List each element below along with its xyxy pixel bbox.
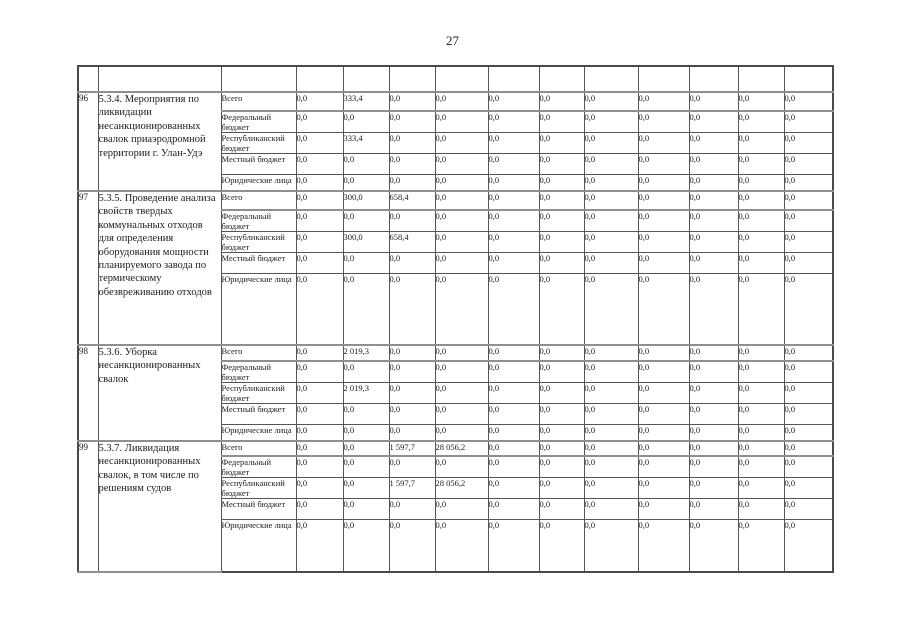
budget-type-cell: Республиканский бюджет — [221, 383, 296, 404]
row-number-cell: 99 — [78, 441, 98, 572]
value-cell: 0,0 — [689, 191, 738, 210]
value-cell: 0,0 — [539, 191, 584, 210]
budget-type-cell: Республиканский бюджет — [221, 478, 296, 499]
row-name-cell: 5.3.5. Проведение анализа свойств твердых коммунальных отходов для определения оборудования мощности планируемого завода по термическому обезвреживанию отходов — [98, 191, 221, 345]
value-cell: 0,0 — [784, 383, 833, 404]
value-cell: 0,0 — [584, 253, 638, 274]
value-cell: 0,0 — [584, 441, 638, 456]
value-cell: 0,0 — [784, 425, 833, 442]
value-cell: 0,0 — [584, 499, 638, 520]
value-cell: 0,0 — [784, 175, 833, 192]
value-cell: 0,0 — [435, 111, 488, 133]
value-cell: 0,0 — [296, 274, 343, 346]
value-cell: 0,0 — [689, 383, 738, 404]
value-cell: 0,0 — [738, 499, 784, 520]
value-cell: 1 597,7 — [389, 441, 435, 456]
value-cell: 0,0 — [689, 175, 738, 192]
value-cell: 0,0 — [584, 425, 638, 442]
value-cell: 0,0 — [296, 441, 343, 456]
value-cell: 0,0 — [435, 133, 488, 154]
value-cell: 0,0 — [343, 175, 389, 192]
value-cell: 0,0 — [689, 92, 738, 111]
value-cell: 0,0 — [488, 478, 539, 499]
value-cell: 0,0 — [638, 425, 689, 442]
value-cell: 0,0 — [784, 154, 833, 175]
budget-type-cell: Всего — [221, 92, 296, 111]
header-cell — [435, 66, 488, 92]
budget-type-cell: Республиканский бюджет — [221, 133, 296, 154]
value-cell: 0,0 — [638, 232, 689, 253]
value-cell: 0,0 — [638, 383, 689, 404]
value-cell: 0,0 — [584, 133, 638, 154]
value-cell: 0,0 — [689, 361, 738, 383]
row-name-cell: 5.3.4. Мероприятия по ликвидации несанкционированных свалок приаэродромной территории г. Улан-Удэ — [98, 92, 221, 191]
value-cell: 0,0 — [488, 232, 539, 253]
value-cell: 0,0 — [343, 210, 389, 232]
value-cell: 2 019,3 — [343, 345, 389, 361]
budget-type-cell: Федеральный бюджет — [221, 111, 296, 133]
value-cell: 0,0 — [738, 361, 784, 383]
budget-type-cell: Федеральный бюджет — [221, 210, 296, 232]
value-cell: 0,0 — [389, 133, 435, 154]
value-cell: 0,0 — [784, 520, 833, 573]
value-cell: 0,0 — [488, 210, 539, 232]
value-cell: 0,0 — [539, 383, 584, 404]
value-cell: 0,0 — [584, 92, 638, 111]
value-cell: 0,0 — [584, 361, 638, 383]
value-cell: 0,0 — [689, 425, 738, 442]
value-cell: 0,0 — [584, 175, 638, 192]
value-cell: 0,0 — [435, 175, 488, 192]
table-header-row — [78, 66, 833, 92]
value-cell: 0,0 — [784, 274, 833, 346]
table-row — [78, 92, 833, 111]
value-cell: 0,0 — [435, 499, 488, 520]
value-cell: 0,0 — [784, 499, 833, 520]
value-cell: 0,0 — [435, 253, 488, 274]
value-cell: 0,0 — [784, 478, 833, 499]
value-cell: 0,0 — [488, 345, 539, 361]
value-cell: 0,0 — [296, 92, 343, 111]
value-cell: 300,0 — [343, 191, 389, 210]
value-cell: 0,0 — [638, 191, 689, 210]
budget-type-cell: Юридические лица — [221, 425, 296, 442]
value-cell: 0,0 — [539, 253, 584, 274]
value-cell: 0,0 — [738, 383, 784, 404]
value-cell: 0,0 — [389, 456, 435, 478]
value-cell: 0,0 — [389, 111, 435, 133]
budget-type-cell: Местный бюджет — [221, 499, 296, 520]
value-cell: 0,0 — [435, 404, 488, 425]
value-cell: 0,0 — [689, 133, 738, 154]
value-cell: 0,0 — [689, 154, 738, 175]
value-cell: 0,0 — [296, 210, 343, 232]
value-cell: 0,0 — [435, 154, 488, 175]
value-cell: 0,0 — [784, 232, 833, 253]
value-cell: 0,0 — [539, 361, 584, 383]
value-cell: 0,0 — [584, 520, 638, 573]
value-cell: 0,0 — [539, 154, 584, 175]
value-cell: 2 019,3 — [343, 383, 389, 404]
value-cell: 0,0 — [784, 191, 833, 210]
value-cell: 0,0 — [784, 210, 833, 232]
value-cell: 0,0 — [584, 383, 638, 404]
budget-type-cell: Всего — [221, 345, 296, 361]
value-cell: 0,0 — [389, 520, 435, 573]
budget-type-cell: Юридические лица — [221, 274, 296, 346]
value-cell: 0,0 — [343, 456, 389, 478]
header-cell — [689, 66, 738, 92]
value-cell: 0,0 — [343, 478, 389, 499]
page-number: 27 — [446, 33, 459, 48]
value-cell: 0,0 — [389, 175, 435, 192]
value-cell: 0,0 — [738, 441, 784, 456]
value-cell: 0,0 — [584, 154, 638, 175]
value-cell: 0,0 — [584, 456, 638, 478]
row-name-cell: 5.3.7. Ликвидация несанкционированных свалок, в том числе по решениям судов — [98, 441, 221, 572]
value-cell: 0,0 — [689, 253, 738, 274]
value-cell: 0,0 — [343, 520, 389, 573]
value-cell: 0,0 — [689, 478, 738, 499]
value-cell: 0,0 — [296, 253, 343, 274]
value-cell: 0,0 — [738, 520, 784, 573]
value-cell: 0,0 — [738, 210, 784, 232]
value-cell: 0,0 — [638, 441, 689, 456]
value-cell: 0,0 — [296, 478, 343, 499]
value-cell: 0,0 — [539, 274, 584, 346]
header-cell — [343, 66, 389, 92]
value-cell: 0,0 — [689, 345, 738, 361]
value-cell: 0,0 — [689, 441, 738, 456]
header-cell — [784, 66, 833, 92]
budget-type-cell: Всего — [221, 191, 296, 210]
value-cell: 28 056,2 — [435, 478, 488, 499]
value-cell: 0,0 — [435, 456, 488, 478]
value-cell: 0,0 — [638, 345, 689, 361]
value-cell: 0,0 — [689, 274, 738, 346]
value-cell: 0,0 — [296, 499, 343, 520]
budget-type-cell: Местный бюджет — [221, 253, 296, 274]
value-cell: 0,0 — [343, 425, 389, 442]
value-cell: 658,4 — [389, 232, 435, 253]
value-cell: 0,0 — [638, 274, 689, 346]
value-cell: 0,0 — [539, 478, 584, 499]
value-cell: 0,0 — [343, 499, 389, 520]
value-cell: 0,0 — [784, 92, 833, 111]
value-cell: 0,0 — [296, 520, 343, 573]
value-cell: 0,0 — [638, 154, 689, 175]
value-cell: 0,0 — [389, 404, 435, 425]
value-cell: 0,0 — [389, 345, 435, 361]
value-cell: 0,0 — [296, 404, 343, 425]
value-cell: 0,0 — [435, 191, 488, 210]
value-cell: 0,0 — [343, 253, 389, 274]
value-cell: 333,4 — [343, 133, 389, 154]
budget-type-cell: Всего — [221, 441, 296, 456]
value-cell: 0,0 — [539, 425, 584, 442]
header-cell — [389, 66, 435, 92]
value-cell: 0,0 — [689, 210, 738, 232]
value-cell: 0,0 — [389, 154, 435, 175]
value-cell: 0,0 — [296, 175, 343, 192]
value-cell: 0,0 — [488, 383, 539, 404]
value-cell: 0,0 — [296, 345, 343, 361]
row-name-cell: 5.3.6. Уборка несанкционированных свалок — [98, 345, 221, 441]
value-cell: 0,0 — [343, 274, 389, 346]
header-cell — [488, 66, 539, 92]
value-cell: 0,0 — [638, 175, 689, 192]
value-cell: 0,0 — [638, 499, 689, 520]
value-cell: 0,0 — [389, 210, 435, 232]
value-cell: 0,0 — [539, 232, 584, 253]
header-cell — [584, 66, 638, 92]
value-cell: 0,0 — [488, 361, 539, 383]
row-number-cell: 98 — [78, 345, 98, 441]
value-cell: 1 597,7 — [389, 478, 435, 499]
value-cell: 0,0 — [296, 191, 343, 210]
value-cell: 0,0 — [343, 404, 389, 425]
value-cell: 0,0 — [296, 154, 343, 175]
value-cell: 0,0 — [689, 404, 738, 425]
value-cell: 0,0 — [738, 456, 784, 478]
budget-table — [77, 65, 834, 573]
value-cell: 0,0 — [784, 456, 833, 478]
value-cell: 0,0 — [343, 154, 389, 175]
value-cell: 0,0 — [296, 133, 343, 154]
value-cell: 0,0 — [389, 383, 435, 404]
value-cell: 0,0 — [488, 191, 539, 210]
value-cell: 0,0 — [638, 478, 689, 499]
value-cell: 0,0 — [296, 361, 343, 383]
value-cell: 0,0 — [343, 441, 389, 456]
value-cell: 0,0 — [638, 456, 689, 478]
value-cell: 0,0 — [488, 154, 539, 175]
budget-type-cell: Местный бюджет — [221, 154, 296, 175]
value-cell: 0,0 — [638, 253, 689, 274]
header-cell — [98, 66, 221, 92]
value-cell: 0,0 — [738, 175, 784, 192]
value-cell: 0,0 — [638, 361, 689, 383]
value-cell: 0,0 — [488, 253, 539, 274]
value-cell: 0,0 — [296, 383, 343, 404]
value-cell: 0,0 — [296, 425, 343, 442]
value-cell: 0,0 — [488, 456, 539, 478]
value-cell: 0,0 — [738, 133, 784, 154]
value-cell: 0,0 — [389, 425, 435, 442]
budget-type-cell: Республиканский бюджет — [221, 232, 296, 253]
value-cell: 0,0 — [539, 404, 584, 425]
value-cell: 0,0 — [488, 404, 539, 425]
value-cell: 0,0 — [738, 154, 784, 175]
value-cell: 0,0 — [638, 111, 689, 133]
value-cell: 0,0 — [738, 345, 784, 361]
value-cell: 0,0 — [638, 404, 689, 425]
value-cell: 28 056,2 — [435, 441, 488, 456]
value-cell: 0,0 — [738, 478, 784, 499]
value-cell: 0,0 — [738, 191, 784, 210]
value-cell: 0,0 — [488, 441, 539, 456]
value-cell: 0,0 — [435, 345, 488, 361]
header-cell — [638, 66, 689, 92]
value-cell: 0,0 — [539, 92, 584, 111]
value-cell: 0,0 — [738, 404, 784, 425]
header-cell — [738, 66, 784, 92]
value-cell: 0,0 — [584, 478, 638, 499]
value-cell: 0,0 — [584, 191, 638, 210]
value-cell: 0,0 — [738, 253, 784, 274]
value-cell: 0,0 — [689, 111, 738, 133]
value-cell: 0,0 — [638, 520, 689, 573]
value-cell: 300,0 — [343, 232, 389, 253]
value-cell: 0,0 — [389, 253, 435, 274]
value-cell: 0,0 — [488, 175, 539, 192]
budget-type-cell: Федеральный бюджет — [221, 361, 296, 383]
value-cell: 0,0 — [584, 404, 638, 425]
value-cell: 0,0 — [389, 274, 435, 346]
value-cell: 0,0 — [584, 345, 638, 361]
value-cell: 0,0 — [435, 232, 488, 253]
value-cell: 0,0 — [435, 361, 488, 383]
value-cell: 0,0 — [488, 520, 539, 573]
budget-type-cell: Федеральный бюджет — [221, 456, 296, 478]
header-cell — [296, 66, 343, 92]
value-cell: 0,0 — [435, 274, 488, 346]
value-cell: 0,0 — [738, 425, 784, 442]
value-cell: 0,0 — [488, 425, 539, 442]
value-cell: 0,0 — [488, 133, 539, 154]
table-row — [78, 191, 833, 210]
value-cell: 0,0 — [784, 345, 833, 361]
value-cell: 0,0 — [488, 499, 539, 520]
value-cell: 0,0 — [539, 210, 584, 232]
value-cell: 0,0 — [738, 274, 784, 346]
value-cell: 0,0 — [689, 456, 738, 478]
value-cell: 0,0 — [784, 441, 833, 456]
value-cell: 0,0 — [343, 361, 389, 383]
budget-type-cell: Юридические лица — [221, 520, 296, 573]
value-cell: 0,0 — [539, 441, 584, 456]
header-cell — [539, 66, 584, 92]
value-cell: 0,0 — [296, 456, 343, 478]
value-cell: 0,0 — [389, 361, 435, 383]
header-cell — [78, 66, 98, 92]
value-cell: 0,0 — [784, 111, 833, 133]
value-cell: 0,0 — [539, 345, 584, 361]
value-cell: 0,0 — [784, 404, 833, 425]
value-cell: 0,0 — [539, 175, 584, 192]
header-cell — [221, 66, 296, 92]
value-cell: 0,0 — [488, 111, 539, 133]
value-cell: 0,0 — [689, 520, 738, 573]
budget-table-body — [78, 66, 833, 572]
value-cell: 0,0 — [738, 92, 784, 111]
value-cell: 0,0 — [296, 111, 343, 133]
value-cell: 0,0 — [584, 111, 638, 133]
value-cell: 0,0 — [435, 383, 488, 404]
value-cell: 0,0 — [389, 92, 435, 111]
value-cell: 0,0 — [539, 456, 584, 478]
row-number-cell: 96 — [78, 92, 98, 191]
value-cell: 0,0 — [389, 499, 435, 520]
value-cell: 0,0 — [784, 361, 833, 383]
value-cell: 0,0 — [738, 232, 784, 253]
value-cell: 0,0 — [584, 210, 638, 232]
value-cell: 0,0 — [343, 111, 389, 133]
value-cell: 0,0 — [435, 520, 488, 573]
value-cell: 0,0 — [584, 232, 638, 253]
value-cell: 0,0 — [539, 111, 584, 133]
table-row — [78, 345, 833, 361]
budget-type-cell: Юридические лица — [221, 175, 296, 192]
value-cell: 658,4 — [389, 191, 435, 210]
value-cell: 0,0 — [738, 111, 784, 133]
value-cell: 0,0 — [435, 210, 488, 232]
value-cell: 0,0 — [488, 274, 539, 346]
value-cell: 0,0 — [488, 92, 539, 111]
value-cell: 0,0 — [435, 425, 488, 442]
value-cell: 333,4 — [343, 92, 389, 111]
row-number-cell: 97 — [78, 191, 98, 345]
value-cell: 0,0 — [539, 499, 584, 520]
value-cell: 0,0 — [689, 232, 738, 253]
value-cell: 0,0 — [784, 133, 833, 154]
budget-type-cell: Местный бюджет — [221, 404, 296, 425]
value-cell: 0,0 — [638, 210, 689, 232]
value-cell: 0,0 — [435, 92, 488, 111]
value-cell: 0,0 — [296, 232, 343, 253]
value-cell: 0,0 — [638, 92, 689, 111]
table-row — [78, 441, 833, 456]
value-cell: 0,0 — [539, 133, 584, 154]
value-cell: 0,0 — [539, 520, 584, 573]
value-cell: 0,0 — [784, 253, 833, 274]
value-cell: 0,0 — [584, 274, 638, 346]
value-cell: 0,0 — [638, 133, 689, 154]
value-cell: 0,0 — [689, 499, 738, 520]
